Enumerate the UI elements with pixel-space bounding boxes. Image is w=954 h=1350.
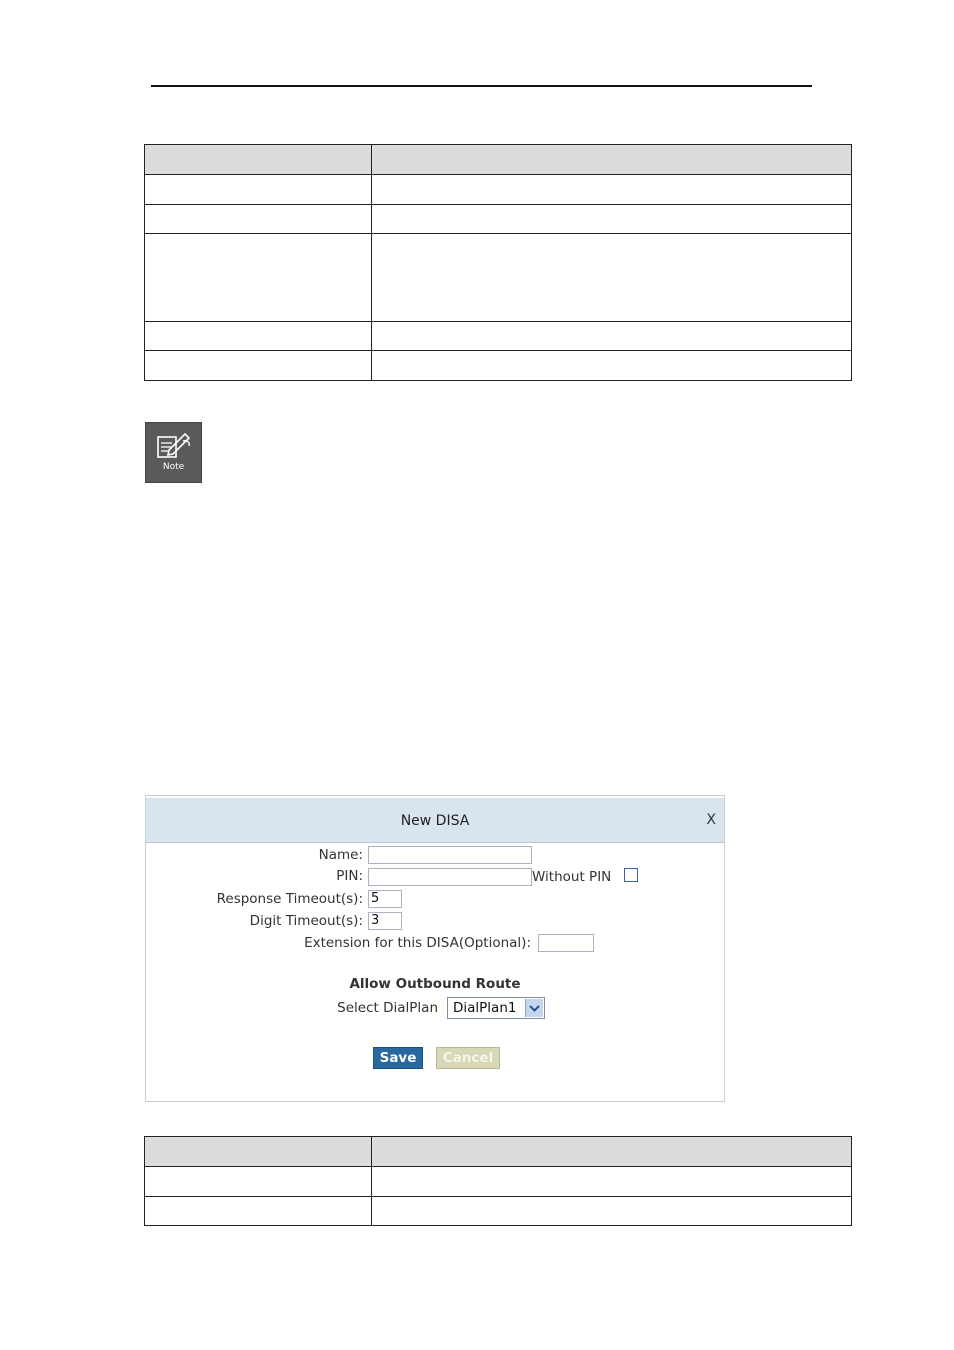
- parameter-table-top: [144, 144, 852, 381]
- close-button[interactable]: X: [706, 812, 716, 828]
- pin-input[interactable]: [368, 868, 532, 886]
- table-row: [145, 1167, 852, 1197]
- name-label: Name:: [318, 847, 363, 863]
- pencil-paper-icon: [155, 430, 193, 460]
- response-timeout-label: Response Timeout(s):: [216, 891, 363, 907]
- dialog-header: [146, 798, 724, 843]
- extension-label: Extension for this DISA(Optional):: [304, 935, 531, 951]
- table-row: [145, 1197, 852, 1226]
- section-title-outbound: Allow Outbound Route: [349, 976, 521, 992]
- table-header-row: [145, 145, 852, 175]
- extension-input[interactable]: [538, 934, 594, 952]
- digit-timeout-input[interactable]: 3: [368, 912, 402, 930]
- parameter-table-bottom: [144, 1136, 852, 1226]
- pin-label: PIN:: [336, 868, 363, 884]
- table-row: [145, 322, 852, 351]
- header-rule: [151, 85, 812, 87]
- table-header-row: [145, 1137, 852, 1167]
- dialplan-select[interactable]: [447, 997, 545, 1019]
- without-pin-checkbox[interactable]: [624, 868, 638, 882]
- cancel-button[interactable]: Cancel: [436, 1047, 500, 1069]
- name-input[interactable]: [368, 846, 532, 864]
- table-row: [145, 205, 852, 234]
- digit-timeout-label: Digit Timeout(s):: [249, 913, 363, 929]
- dialog-title: New DISA: [400, 813, 470, 829]
- note-icon: [145, 422, 202, 483]
- note-label: Note: [162, 462, 185, 472]
- dialplan-selected-value: DialPlan1: [453, 1000, 517, 1016]
- chevron-down-icon[interactable]: [525, 999, 543, 1017]
- save-button[interactable]: Save: [373, 1047, 423, 1069]
- without-pin-label: Without PIN: [532, 869, 612, 885]
- table-row: [145, 351, 852, 381]
- dialplan-label: Select DialPlan: [337, 1000, 438, 1016]
- table-row: [145, 175, 852, 205]
- new-disa-dialog: [145, 795, 725, 1102]
- response-timeout-input[interactable]: 5: [368, 890, 402, 908]
- table-row: [145, 234, 852, 322]
